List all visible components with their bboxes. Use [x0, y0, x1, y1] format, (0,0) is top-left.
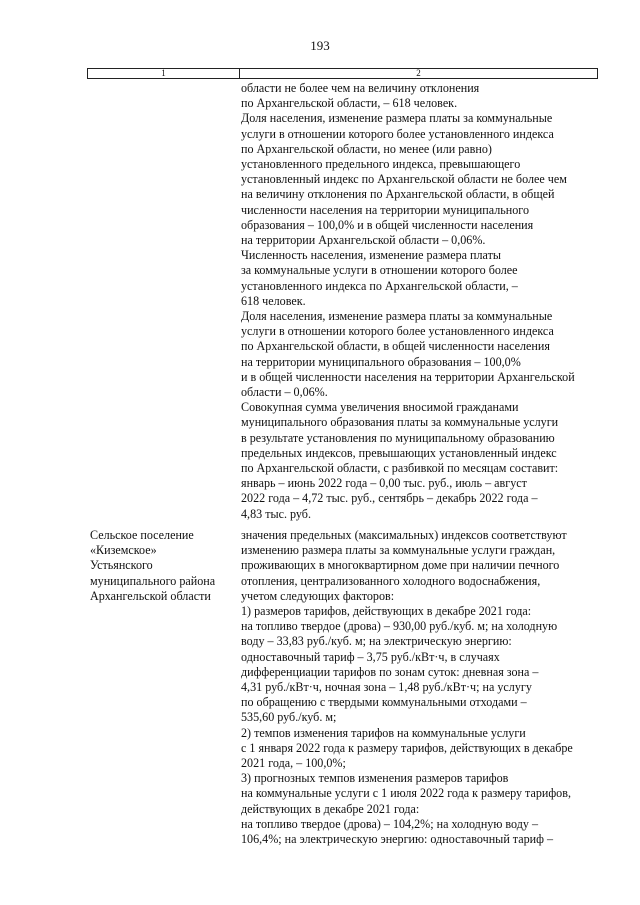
text-line: по Архангельской области, – 618 человек. [241, 96, 458, 111]
text-line: по обращению с твердыми коммунальными отходами – [241, 695, 527, 710]
text-line: с 1 января 2022 года к размеру тарифов, действующих в декабре [241, 740, 573, 755]
text-line: отопления, централизованного холодного водоснабжения, [241, 573, 541, 588]
text-line: значения предельных (максимальных) индексов соответствуют [241, 528, 567, 542]
text-line: 618 человек. [241, 293, 306, 308]
table-header-row [87, 68, 598, 79]
text-line: изменению размера платы за коммунальные услуги граждан, [241, 543, 556, 558]
text-line: в результате установления по муниципальному образованию [241, 430, 555, 445]
text-line: 106,4%; на электрическую энергию: одноставочный тариф – [241, 832, 554, 847]
text-line: 4,31 руб./кВт·ч, ночная зона – 1,48 руб./кВт·ч; на услугу [241, 680, 532, 695]
text-line: Доля населения, изменение размера платы за коммунальные [241, 309, 553, 324]
block2-description [241, 528, 603, 847]
text-line: на коммунальные услуги с 1 июля 2022 года к размеру тарифов, [241, 786, 571, 801]
text-line: 4,83 тыс. руб. [241, 506, 311, 521]
text-line: за коммунальные услуги в отношении которого более [241, 263, 518, 278]
text-line: Доля населения, изменение размера платы за коммунальные [241, 111, 553, 126]
text-line: Численность населения, изменение размера платы [241, 248, 501, 263]
text-line: 2021 года, – 100,0%; [241, 756, 346, 771]
text-line: 3) прогнозных темпов изменения размеров тарифов [241, 771, 509, 786]
text-line: установленного индекса по Архангельской области, – [241, 278, 518, 293]
text-line: одноставочный тариф – 3,75 руб./кВт·ч, в случаях [241, 649, 500, 664]
text-line: Совокупная сумма увеличения вносимой гражданами [241, 400, 519, 415]
municipality-line: «Киземское» [90, 543, 157, 558]
text-line: по Архангельской области, в общей численности населения [241, 339, 550, 354]
text-line: на территории Архангельской области – 0,06%. [241, 233, 486, 248]
municipality-line: Архангельской области [90, 588, 211, 603]
text-line: 2) темпов изменения тарифов на коммунальные услуги [241, 725, 526, 740]
text-line: по Архангельской области, но менее (или равно) [241, 141, 492, 156]
text-line: на величину отклонения по Архангельской области, в общей [241, 187, 555, 202]
text-line: на топливо твердое (дрова) – 104,2%; на холодную воду – [241, 816, 539, 831]
text-line: установленного предельного индекса, превышающего [241, 157, 521, 172]
municipality-line: муниципального района [90, 573, 216, 588]
text-line: образования – 100,0% и в общей численности населения [241, 217, 534, 232]
text-line: учетом следующих факторов: [241, 588, 395, 603]
text-line: 2022 года – 4,72 тыс. руб., сентябрь – декабрь 2022 года – [241, 491, 538, 506]
text-line: по Архангельской области, с разбивкой по месяцам составит: [241, 461, 559, 476]
text-line: области не более чем на величину отклонения [241, 81, 480, 95]
text-line: предельных индексов, превышающих установленный индекс [241, 445, 557, 460]
text-line: области – 0,06%. [241, 385, 328, 400]
text-line: действующих в декабре 2021 года: [241, 801, 420, 816]
text-line: на топливо твердое (дрова) – 930,00 руб./куб. м; на холодную [241, 619, 558, 634]
text-line: на территории муниципального образования – 100,0% [241, 354, 521, 369]
text-line: муниципального образования платы за коммунальные услуги [241, 415, 559, 430]
municipality-name [90, 528, 240, 604]
text-line: 535,60 руб./куб. м; [241, 710, 337, 725]
text-line: численности населения на территории муниципального [241, 202, 530, 217]
municipality-line: Сельское поселение [90, 528, 194, 542]
text-line: дифференциации тарифов по зонам суток: дневная зона – [241, 664, 539, 679]
text-line: январь – июнь 2022 года – 0,00 тыс. руб., июль – август [241, 476, 527, 491]
text-line: 1) размеров тарифов, действующих в декабре 2021 года: [241, 604, 532, 619]
text-line: воду – 33,83 руб./куб. м; на электрическую энергию: [241, 634, 512, 649]
text-line: и в общей численности населения на территории Архангельской [241, 369, 575, 384]
text-line: проживающих в многоквартирном доме при наличии печного [241, 558, 560, 573]
text-line: услуги в отношении которого более установленного индекса [241, 126, 554, 141]
text-line: установленный индекс по Архангельской области не более чем [241, 172, 567, 187]
table-header-col1: 1 [88, 69, 240, 78]
page-number: 193 [310, 38, 330, 53]
text-line: услуги в отношении которого более установленного индекса [241, 324, 554, 339]
block1-description [241, 81, 603, 522]
municipality-line: Устьянского [90, 558, 153, 573]
table-header-col2: 2 [416, 68, 421, 78]
